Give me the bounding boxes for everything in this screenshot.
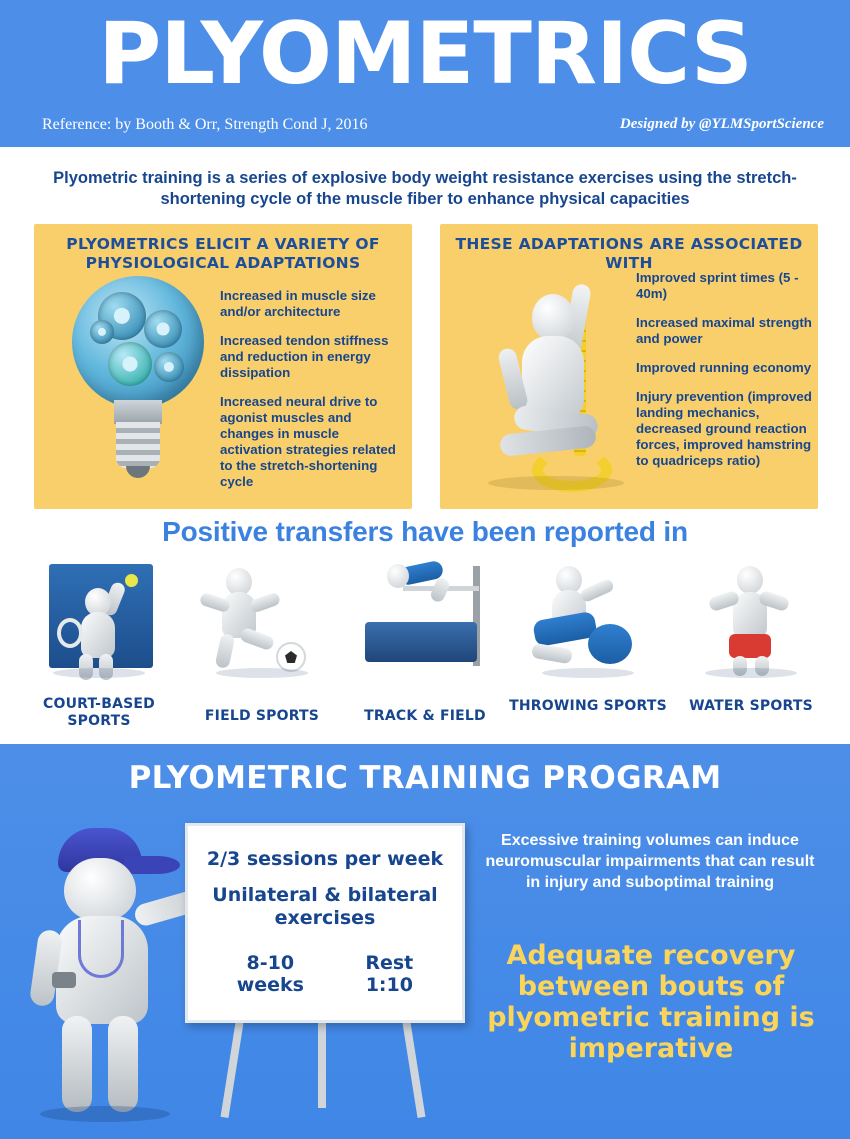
panel-right-heading: THESE ADAPTATIONS ARE ASSOCIATED WITH bbox=[455, 235, 803, 272]
figure-shadow bbox=[216, 668, 308, 678]
figure-leg bbox=[108, 1016, 138, 1112]
transfers-title: Positive transfers have been reported in bbox=[162, 516, 688, 547]
figure-arm bbox=[579, 578, 615, 604]
program-section bbox=[0, 744, 850, 1139]
bullet-item: Increased maximal strength and power bbox=[636, 315, 812, 346]
tennis-player-icon bbox=[29, 560, 169, 680]
board-duration-unit: weeks bbox=[236, 974, 304, 996]
board-metrics-row bbox=[188, 952, 462, 996]
figure-leg bbox=[239, 627, 276, 652]
panel-left-bullets bbox=[220, 288, 402, 503]
tennis-racket-icon bbox=[57, 618, 83, 648]
figure-leg bbox=[62, 1016, 92, 1112]
training-board bbox=[185, 823, 465, 1023]
program-title: PLYOMETRIC TRAINING PROGRAM bbox=[128, 760, 722, 796]
sport-label: FIELD SPORTS bbox=[204, 708, 320, 724]
sport-court-based bbox=[18, 560, 180, 730]
figure-head bbox=[532, 294, 574, 340]
recovery-statement: Adequate recovery between bouts of plyometric training is imperative bbox=[487, 940, 815, 1064]
measuring-tape-figure-icon bbox=[470, 270, 640, 500]
board-duration bbox=[237, 952, 304, 996]
sport-label: COURT-BASED SPORTS bbox=[43, 696, 155, 729]
sport-label: WATER SPORTS bbox=[689, 698, 813, 714]
panel-associated-adaptations bbox=[440, 224, 818, 509]
bulb-tip bbox=[126, 466, 150, 478]
figure-shadow bbox=[542, 668, 634, 678]
easel-leg bbox=[403, 1022, 426, 1118]
sport-water bbox=[670, 560, 832, 715]
throwing-ball-icon bbox=[588, 624, 632, 664]
easel-leg bbox=[221, 1022, 244, 1118]
page-title: PLYOMETRICS bbox=[98, 4, 752, 104]
gear-icon bbox=[90, 320, 114, 344]
bullet-item: Improved running economy bbox=[636, 360, 812, 375]
figure-head bbox=[387, 564, 409, 588]
landing-mat bbox=[365, 622, 477, 662]
bullet-item: Improved sprint times (5 - 40m) bbox=[636, 270, 799, 301]
tennis-ball-icon bbox=[125, 574, 138, 587]
panel-right-bullets bbox=[636, 270, 812, 482]
figure-arm bbox=[249, 591, 282, 613]
bulb-base bbox=[116, 422, 160, 468]
lightbulb-gears-icon bbox=[62, 276, 214, 496]
figure-head bbox=[64, 858, 136, 920]
whistle-cord bbox=[78, 920, 124, 978]
throwing-athlete-icon bbox=[518, 560, 658, 680]
figure-shadow bbox=[488, 476, 624, 490]
cap-brim bbox=[124, 856, 180, 874]
figure-leg bbox=[215, 633, 236, 669]
gear-icon bbox=[144, 310, 182, 348]
figure-shadow bbox=[53, 668, 145, 678]
soccer-player-icon bbox=[192, 560, 332, 680]
board-rest bbox=[365, 952, 413, 996]
figure-head bbox=[737, 566, 763, 594]
board-rest-value: 1:10 bbox=[365, 974, 413, 996]
intro-text: Plyometric training is a series of explosive body weight resistance exercises using the stretch-shortening cycle of the muscle fiber to enhance physical capacities bbox=[53, 169, 797, 208]
bullet-item: Increased neural drive to agonist muscles and changes in muscle activation strategies related to the stretch-shortening cycle bbox=[220, 394, 396, 489]
figure-torso bbox=[81, 612, 115, 658]
bullet-item: Injury prevention (improved landing mechanics, decreased ground reaction forces, improved hamstring to quadriceps ratio) bbox=[636, 389, 812, 468]
sport-track-field bbox=[344, 560, 506, 725]
board-rest-label: Rest bbox=[365, 952, 414, 974]
designer-credit: Designed by @YLMSportScience bbox=[619, 116, 824, 132]
warning-text: Excessive training volumes can induce neuromuscular impairments that can result in injury and suboptimal training bbox=[485, 832, 815, 891]
board-exercises-text: Unilateral & bilateral exercises bbox=[212, 884, 438, 929]
header-banner bbox=[0, 0, 850, 152]
sport-label: THROWING SPORTS bbox=[509, 698, 667, 714]
bullet-item: Increased in muscle size and/or architecture bbox=[220, 288, 376, 319]
high-jump-icon bbox=[355, 560, 495, 680]
bulb-neck bbox=[114, 400, 162, 424]
gear-icon bbox=[108, 342, 152, 386]
board-duration-value: 8-10 bbox=[246, 952, 295, 974]
swimmer-icon bbox=[681, 560, 821, 680]
gear-icon bbox=[154, 352, 184, 382]
figure-shadow bbox=[40, 1106, 170, 1122]
figure-shadow bbox=[705, 668, 797, 678]
board-sessions-text: 2/3 sessions per week bbox=[206, 848, 444, 870]
bulb-glass bbox=[72, 276, 204, 408]
panel-left-heading: PLYOMETRICS ELICIT A VARIETY OF PHYSIOLOGICAL ADAPTATIONS bbox=[66, 235, 380, 272]
figure-leg bbox=[531, 643, 573, 665]
swim-trunks bbox=[729, 634, 771, 658]
reference-text: Reference: by Booth & Orr, Strength Cond J, 2016 bbox=[42, 116, 368, 133]
sport-label: TRACK & FIELD bbox=[364, 708, 486, 724]
sport-throwing bbox=[507, 560, 669, 715]
easel-leg bbox=[318, 1022, 326, 1108]
coach-figure-icon bbox=[16, 824, 206, 1124]
panel-physiological-adaptations bbox=[34, 224, 412, 509]
sports-row bbox=[18, 560, 832, 740]
whistle-icon bbox=[52, 972, 76, 988]
figure-arm bbox=[199, 592, 232, 614]
bullet-item: Increased tendon stiffness and reduction in energy dissipation bbox=[220, 333, 389, 380]
sport-field bbox=[181, 560, 343, 725]
